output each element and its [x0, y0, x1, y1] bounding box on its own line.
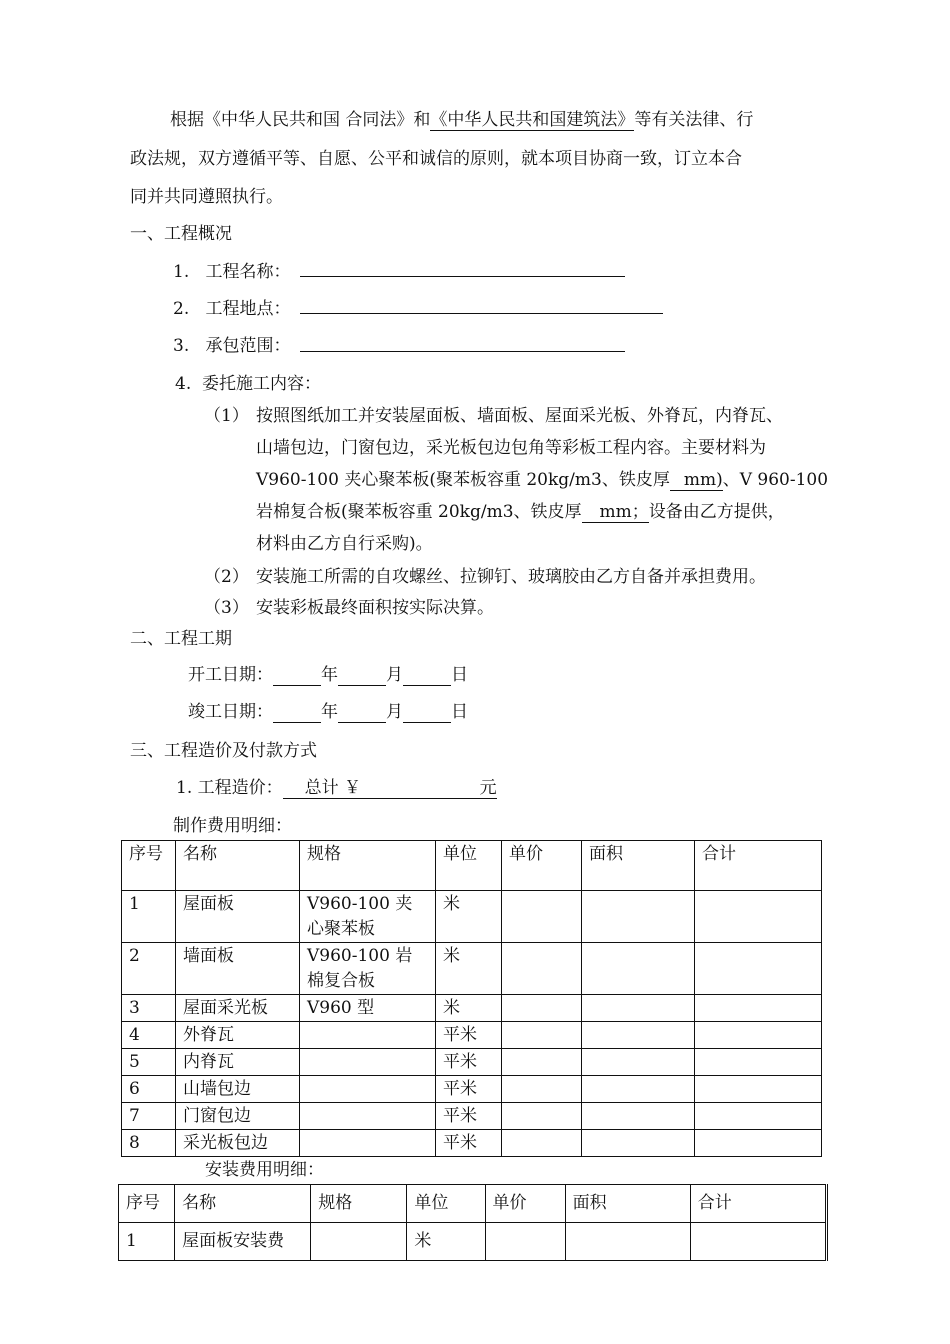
table-cell[interactable] [582, 1103, 695, 1130]
end-date-row [188, 697, 468, 723]
thickness-blank[interactable]: mm) [670, 470, 723, 491]
table-cell: 米 [436, 891, 502, 943]
year-label: 年 [321, 665, 338, 685]
table-cell: 3 [122, 995, 176, 1022]
item-number: 4. [175, 374, 192, 394]
table-cell[interactable] [502, 1049, 582, 1076]
sub-item-1-number: （1） [204, 406, 249, 426]
project-price-row [176, 773, 497, 799]
start-day-blank[interactable] [403, 665, 451, 686]
table-cell: 屋面采光板 [176, 995, 300, 1022]
header-cell: 名称 [176, 841, 300, 891]
table-cell: 米 [407, 1223, 485, 1261]
fabrication-cost-table [121, 840, 822, 1157]
item-work-content [175, 369, 321, 394]
installation-cost-table [118, 1184, 828, 1261]
day-label: 日 [451, 702, 468, 722]
sub-item-1-line-2: 山墙包边，门窗包边，采光板包边包角等彩板工程内容。主要材料为 [256, 438, 766, 458]
preamble-text: 等有关法律、行 [634, 110, 754, 130]
table-cell[interactable] [502, 1076, 582, 1103]
preamble-line-1 [170, 105, 753, 130]
header-cell: 序号 [122, 841, 176, 891]
table-cell[interactable] [695, 1022, 822, 1049]
table-cell[interactable] [695, 891, 822, 943]
project-location-field[interactable] [300, 313, 663, 314]
item-project-location [173, 294, 290, 319]
material-text: 岩棉复合板(聚苯板容重 20kg/m3、铁皮厚 [256, 502, 582, 522]
table-header-row [119, 1185, 827, 1223]
project-name-field[interactable] [300, 276, 625, 277]
table-cell: 5 [122, 1049, 176, 1076]
table-cell[interactable] [485, 1223, 565, 1261]
item-number: 3. [173, 336, 190, 356]
header-cell: 面积 [565, 1185, 690, 1223]
total-text: 总计 ￥ [304, 778, 362, 798]
construction-law-reference: 《中华人民共和国建筑法》 [430, 110, 635, 130]
item-label: 工程地点： [205, 299, 291, 319]
material-text: V960-100 夹心聚苯板(聚苯板容重 20kg/m3、铁皮厚 [256, 470, 670, 490]
table-cell[interactable] [690, 1223, 826, 1261]
price-label: 1. 工程造价： [176, 778, 283, 798]
header-cell: 名称 [175, 1185, 311, 1223]
table-row [122, 1022, 822, 1049]
table-cell: 8 [122, 1130, 176, 1157]
sub-item-1-line-5: 材料由乙方自行采购)。 [256, 534, 433, 554]
table-cell[interactable] [565, 1223, 690, 1261]
table-cell: 2 [122, 943, 176, 995]
table-cell: 6 [122, 1076, 176, 1103]
table-cell: 平米 [436, 1022, 502, 1049]
start-date-row [188, 660, 468, 686]
table-cell: 平米 [436, 1103, 502, 1130]
sub-item-1-line-4 [256, 497, 785, 522]
preamble-line-3: 同并共同遵照执行。 [130, 187, 283, 207]
table-row [122, 1049, 822, 1076]
end-month-blank[interactable] [338, 702, 386, 723]
table-cell[interactable] [582, 1130, 695, 1157]
header-cell: 单价 [502, 841, 582, 891]
header-cell: 单位 [407, 1185, 485, 1223]
preamble-line-2: 政法规，双方遵循平等、自愿、公平和诚信的原则，就本项目协商一致，订立本合 [130, 149, 742, 169]
table-cell[interactable] [582, 1049, 695, 1076]
table-cell[interactable] [582, 1076, 695, 1103]
table-cell[interactable] [502, 943, 582, 995]
table-row [122, 1103, 822, 1130]
table-cell: 屋面板 [176, 891, 300, 943]
table-cell: 墙面板 [176, 943, 300, 995]
table-cell[interactable] [695, 1130, 822, 1157]
table-cell: V960 型 [300, 995, 436, 1022]
item-number: 2. [173, 299, 190, 319]
end-day-blank[interactable] [403, 702, 451, 723]
table-cell: 米 [436, 943, 502, 995]
day-label: 日 [451, 665, 468, 685]
month-label: 月 [386, 702, 403, 722]
table-cell[interactable] [502, 1103, 582, 1130]
table-cell[interactable] [695, 943, 822, 995]
table-cell: 山墙包边 [176, 1076, 300, 1103]
header-cell: 面积 [582, 841, 695, 891]
table-cell[interactable] [502, 1022, 582, 1049]
section-1-title: 一、工程概况 [130, 224, 232, 244]
sub-item-2-text: 安装施工所需的自攻螺丝、拉铆钉、玻璃胶由乙方自备并承担费用。 [256, 567, 766, 587]
table-cell: 1 [119, 1223, 175, 1261]
table-row [122, 1076, 822, 1103]
table-cell: V960-100 岩棉复合板 [300, 943, 436, 995]
start-year-blank[interactable] [273, 665, 321, 686]
table-cell: 屋面板安装费 [175, 1223, 311, 1261]
preamble-text: 根据《中华人民共和国 合同法》和 [170, 110, 431, 130]
table-row [122, 891, 822, 943]
header-cell: 规格 [311, 1185, 407, 1223]
table-cell[interactable] [582, 1022, 695, 1049]
table-cell: 1 [122, 891, 176, 943]
header-cell: 单价 [485, 1185, 565, 1223]
currency-unit: 元 [479, 778, 497, 798]
table-cell [311, 1223, 407, 1261]
table-cell[interactable] [695, 995, 822, 1022]
table-cell: 米 [436, 995, 502, 1022]
item-project-name [173, 257, 290, 282]
header-cell: 合计 [690, 1185, 826, 1223]
contract-scope-field[interactable] [300, 351, 625, 352]
header-cell: 合计 [695, 841, 822, 891]
thickness-blank[interactable]: mm； [582, 502, 649, 523]
material-text: 、V 960-100 [722, 470, 829, 490]
table-cell[interactable] [695, 1049, 822, 1076]
end-year-blank[interactable] [273, 702, 321, 723]
end-date-label: 竣工日期： [188, 702, 273, 722]
header-cell: 规格 [300, 841, 436, 891]
table-cell[interactable] [502, 891, 582, 943]
installation-cost-caption: 安装费用明细： [205, 1160, 324, 1180]
sub-item-3-text: 安装彩板最终面积按实际决算。 [256, 598, 494, 618]
sub-item-3-number: （3） [204, 598, 249, 618]
table-cell: 7 [122, 1103, 176, 1130]
sub-item-2-number: （2） [204, 567, 249, 587]
table-cell[interactable] [502, 1130, 582, 1157]
table-cell [300, 1076, 436, 1103]
table-cell: 平米 [436, 1049, 502, 1076]
table-cell: 采光板包边 [176, 1130, 300, 1157]
table-cell [300, 1103, 436, 1130]
table-cell [300, 1130, 436, 1157]
item-label: 委托施工内容： [202, 374, 322, 394]
header-cell: 序号 [119, 1185, 175, 1223]
price-total-field[interactable] [283, 773, 497, 799]
table-row [122, 943, 822, 995]
sub-item-1-line-3 [256, 465, 828, 490]
sub-item-1-line-1: 按照图纸加工并安装屋面板、墙面板、屋面采光板、外脊瓦，内脊瓦、 [256, 406, 783, 426]
table-cell[interactable] [582, 891, 695, 943]
table-cell: V960-100 夹心聚苯板 [300, 891, 436, 943]
table-header-row [122, 841, 822, 891]
table-cell[interactable] [582, 943, 695, 995]
table-cell: 平米 [436, 1076, 502, 1103]
item-label: 承包范围： [205, 336, 291, 356]
material-text: 设备由乙方提供， [648, 502, 785, 522]
table-cell [300, 1049, 436, 1076]
section-3-title: 三、工程造价及付款方式 [130, 741, 317, 761]
table-cell[interactable] [502, 995, 582, 1022]
year-label: 年 [321, 702, 338, 722]
table-row [122, 1130, 822, 1157]
table-cell[interactable] [695, 1076, 822, 1103]
table-cell [300, 1022, 436, 1049]
table-cell: 4 [122, 1022, 176, 1049]
start-month-blank[interactable] [338, 665, 386, 686]
item-label: 工程名称： [205, 262, 291, 282]
start-date-label: 开工日期： [188, 665, 273, 685]
table-cell: 平米 [436, 1130, 502, 1157]
table-cell: 内脊瓦 [176, 1049, 300, 1076]
table-row [119, 1223, 827, 1261]
table-cell: 门窗包边 [176, 1103, 300, 1130]
month-label: 月 [386, 665, 403, 685]
table-row [122, 995, 822, 1022]
item-contract-scope [173, 331, 290, 356]
table-cell[interactable] [695, 1103, 822, 1130]
item-number: 1. [173, 262, 190, 282]
fabrication-cost-caption: 制作费用明细： [173, 816, 292, 836]
section-2-title: 二、工程工期 [130, 629, 232, 649]
table-cell: 外脊瓦 [176, 1022, 300, 1049]
table-cell[interactable] [582, 995, 695, 1022]
header-cell: 单位 [436, 841, 502, 891]
